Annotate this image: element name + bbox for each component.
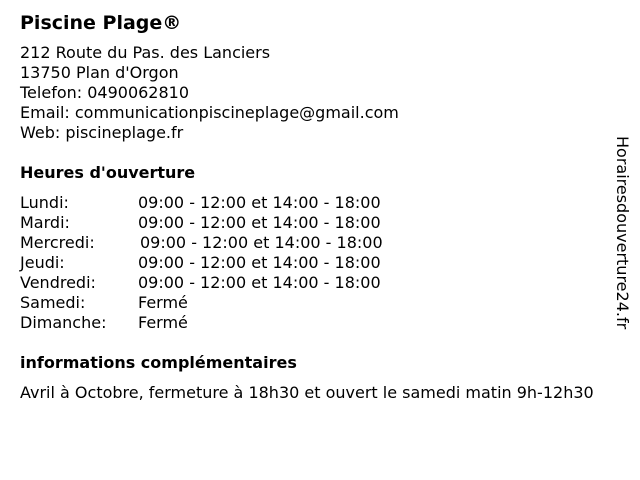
address-street: 212 Route du Pas. des Lanciers xyxy=(20,43,271,62)
day-label: Jeudi: xyxy=(20,253,65,272)
email-line: Email: communicationpiscineplage@gmail.com xyxy=(20,103,399,122)
day-label: Vendredi: xyxy=(20,273,96,292)
phone-line: Telefon: 0490062810 xyxy=(20,83,190,102)
day-hours: 09:00 - 12:00 et 14:00 - 18:00 xyxy=(138,273,381,292)
address-city: 13750 Plan d'Orgon xyxy=(20,63,179,82)
day-label: Dimanche: xyxy=(20,313,107,332)
site-watermark: Horairesdouverture24.fr xyxy=(613,136,632,330)
day-hours: 09:00 - 12:00 et 14:00 - 18:00 xyxy=(140,233,383,252)
hours-row-mercredi xyxy=(20,233,620,253)
hours-heading: Heures d'ouverture xyxy=(20,163,196,182)
hours-row-vendredi xyxy=(20,273,620,293)
web-line: Web: piscineplage.fr xyxy=(20,123,184,142)
business-card xyxy=(20,10,620,403)
hours-table xyxy=(20,193,620,333)
day-hours: 09:00 - 12:00 et 14:00 - 18:00 xyxy=(138,193,381,212)
hours-row-samedi xyxy=(20,293,620,313)
hours-row-dimanche xyxy=(20,313,620,333)
business-name: Piscine Plage® xyxy=(20,12,182,34)
day-label: Lundi: xyxy=(20,193,69,212)
day-hours: 09:00 - 12:00 et 14:00 - 18:00 xyxy=(138,213,381,232)
hours-row-mardi xyxy=(20,213,620,233)
day-hours: 09:00 - 12:00 et 14:00 - 18:00 xyxy=(138,253,381,272)
day-hours: Fermé xyxy=(138,313,188,332)
day-label: Samedi: xyxy=(20,293,86,312)
hours-row-lundi xyxy=(20,193,620,213)
day-label: Mercredi: xyxy=(20,233,95,252)
info-heading: informations complémentaires xyxy=(20,353,297,372)
day-hours: Fermé xyxy=(138,293,188,312)
hours-row-jeudi xyxy=(20,253,620,273)
info-text: Avril à Octobre, fermeture à 18h30 et ouvert le samedi matin 9h-12h30 xyxy=(20,383,594,402)
day-label: Mardi: xyxy=(20,213,70,232)
